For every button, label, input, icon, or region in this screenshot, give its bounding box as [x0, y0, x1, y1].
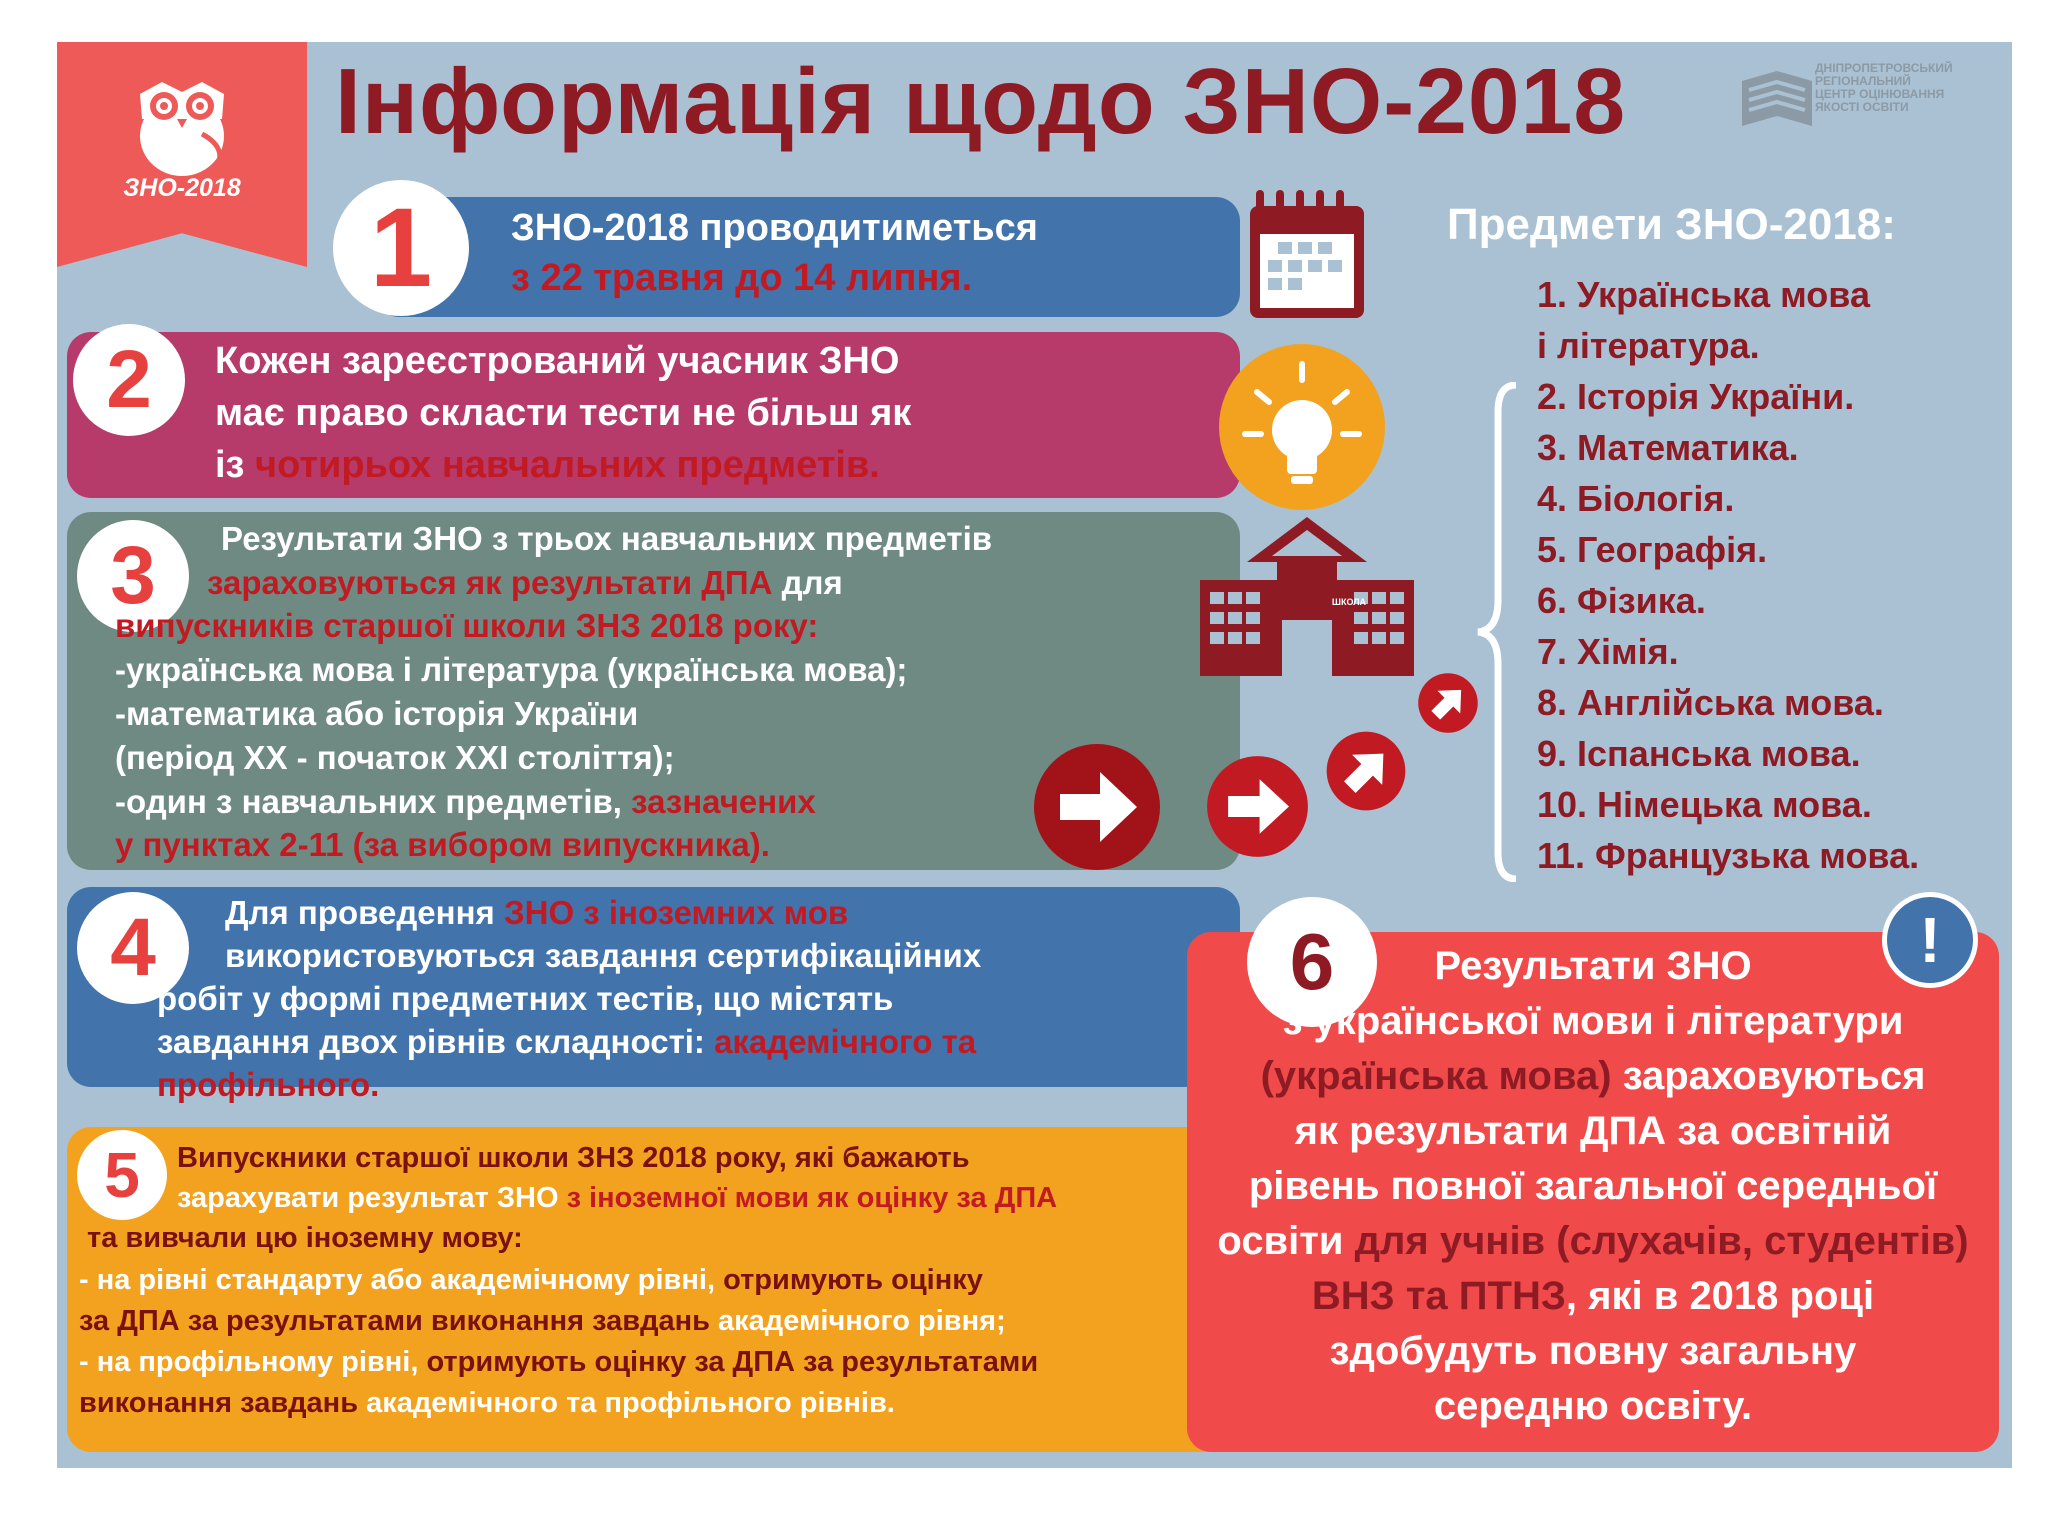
center-logo-icon — [1737, 66, 1817, 136]
item-3-line-1: Результати ЗНО з трьох навчальних предметів — [221, 520, 993, 557]
item-5-line-2: зарахувати результат ЗНО з іноземної мови як оцінку за ДПА — [177, 1182, 1058, 1214]
arrow-icon — [1032, 742, 1162, 872]
item-1-line-2: з 22 травня до 14 липня. — [511, 257, 973, 299]
item-6-line-5: рівень повної загальної середньої — [1248, 1164, 1938, 1208]
item-3-line-4: -українська мова і література (українська мова); — [115, 651, 908, 688]
item-number-6: 6 — [1247, 897, 1377, 1027]
item-4-line-1: Для проведення ЗНО з іноземних мов — [225, 894, 849, 931]
subject-item: 3. Математика. — [1537, 427, 1799, 468]
subject-item: 1. Українська мова — [1537, 274, 1870, 315]
subject-item: і література. — [1537, 325, 1760, 366]
subject-item: 5. Географія. — [1537, 529, 1768, 570]
item-3-line-2: зараховуються як результати ДПА для — [207, 564, 843, 601]
item-6-line-1: Результати ЗНО — [1434, 944, 1752, 988]
item-6-line-2: з української мови і літератури — [1282, 999, 1904, 1043]
item-6-line-4: як результати ДПА за освітній — [1294, 1109, 1892, 1153]
item-6-line-6: освіти для учнів (слухачів, студентів) — [1217, 1219, 1969, 1263]
item-number-3: 3 — [77, 520, 189, 632]
arrow-icon — [1325, 730, 1407, 812]
lightbulb-icon — [1217, 342, 1387, 512]
item-4-line-5: профільного. — [157, 1066, 380, 1103]
item-5-line-7: виконання завдань академічного та профільного рівнів. — [79, 1387, 895, 1419]
subject-item: 6. Фізика. — [1537, 580, 1706, 621]
page-title: Інформація щодо ЗНО-2018 — [335, 49, 1627, 153]
item-6-line-8: здобудуть повну загальну — [1329, 1329, 1857, 1373]
curly-brace — [1472, 382, 1532, 882]
subjects-title: Предмети ЗНО-2018: — [1447, 200, 1896, 249]
subject-item: 7. Хімія. — [1537, 631, 1679, 672]
subject-item: 11. Французька мова. — [1537, 835, 1920, 876]
calendar-icon — [1242, 184, 1372, 324]
item-2-line-3: із чотирьох навчальних предметів. — [215, 444, 880, 486]
item-number-5: 5 — [77, 1130, 167, 1220]
item-5-line-6: - на профільному рівні, отримують оцінку за ДПА за результатами — [79, 1346, 1039, 1378]
arrow-icon — [1205, 754, 1310, 859]
center-logo-text: ДНІПРОПЕТРОВСЬКИЙ РЕГІОНАЛЬНИЙ ЦЕНТР ОЦІНЮВАННЯ ЯКОСТІ ОСВІТИ — [1815, 61, 1953, 114]
arrow-icon — [1417, 672, 1479, 734]
item-3-line-5: -математика або історія України — [115, 695, 639, 732]
item-5-line-1: Випускники старшої школи ЗНЗ 2018 року, які бажають — [177, 1142, 970, 1174]
item-5-line-5: за ДПА за результатами виконання завдань академічного рівня; — [79, 1305, 1006, 1337]
item-3-line-6: (період XX - початок XXI століття); — [115, 739, 675, 776]
school-sign: ШКОЛА — [1331, 597, 1367, 607]
item-number-2: 2 — [73, 324, 185, 436]
item-3-line-7: -один з навчальних предметів, зазначених — [115, 783, 816, 820]
item-number-1: 1 — [333, 180, 469, 316]
item-3-line-8: у пунктах 2-11 (за вибором випускника). — [115, 826, 770, 863]
subject-item: 2. Історія України. — [1537, 376, 1855, 417]
subject-item: 4. Біологія. — [1537, 478, 1735, 519]
infographic-poster — [57, 42, 2012, 1468]
item-4-line-4: завдання двох рівнів складності: академічного та — [157, 1023, 977, 1060]
item-6-line-9: середню освіту. — [1433, 1384, 1753, 1428]
badge-label: ЗНО-2018 — [123, 174, 241, 202]
item-2-line-1: Кожен зареєстрований учасник ЗНО — [215, 340, 900, 382]
owl-icon — [122, 64, 242, 179]
subject-item: 10. Німецька мова. — [1537, 784, 1872, 825]
item-5-line-4: - на рівні стандарту або академічному рівні, отримують оцінку — [79, 1264, 983, 1296]
item-4-line-3: робіт у формі предметних тестів, що містять — [157, 980, 894, 1017]
item-number-4: 4 — [77, 892, 189, 1004]
item-1-line-1: ЗНО-2018 проводитиметься — [511, 207, 1038, 249]
item-2-line-2: має право скласти тести не більш як — [215, 392, 912, 434]
item-4-line-2: використовуються завдання сертифікаційних — [225, 937, 982, 974]
item-3-line-3: випускників старшої школи ЗНЗ 2018 року: — [115, 607, 819, 644]
exclamation-icon: ! — [1882, 892, 1978, 988]
item-5-line-3: та вивчали цю іноземну мову: — [87, 1222, 523, 1254]
item-6-line-3: (українська мова) зараховуються — [1260, 1054, 1926, 1098]
subject-item: 9. Іспанська мова. — [1537, 733, 1861, 774]
subject-item: 8. Англійська мова. — [1537, 682, 1884, 723]
school-icon — [1192, 512, 1422, 682]
item-6-line-7: ВНЗ та ПТНЗ, які в 2018 році — [1311, 1274, 1875, 1318]
